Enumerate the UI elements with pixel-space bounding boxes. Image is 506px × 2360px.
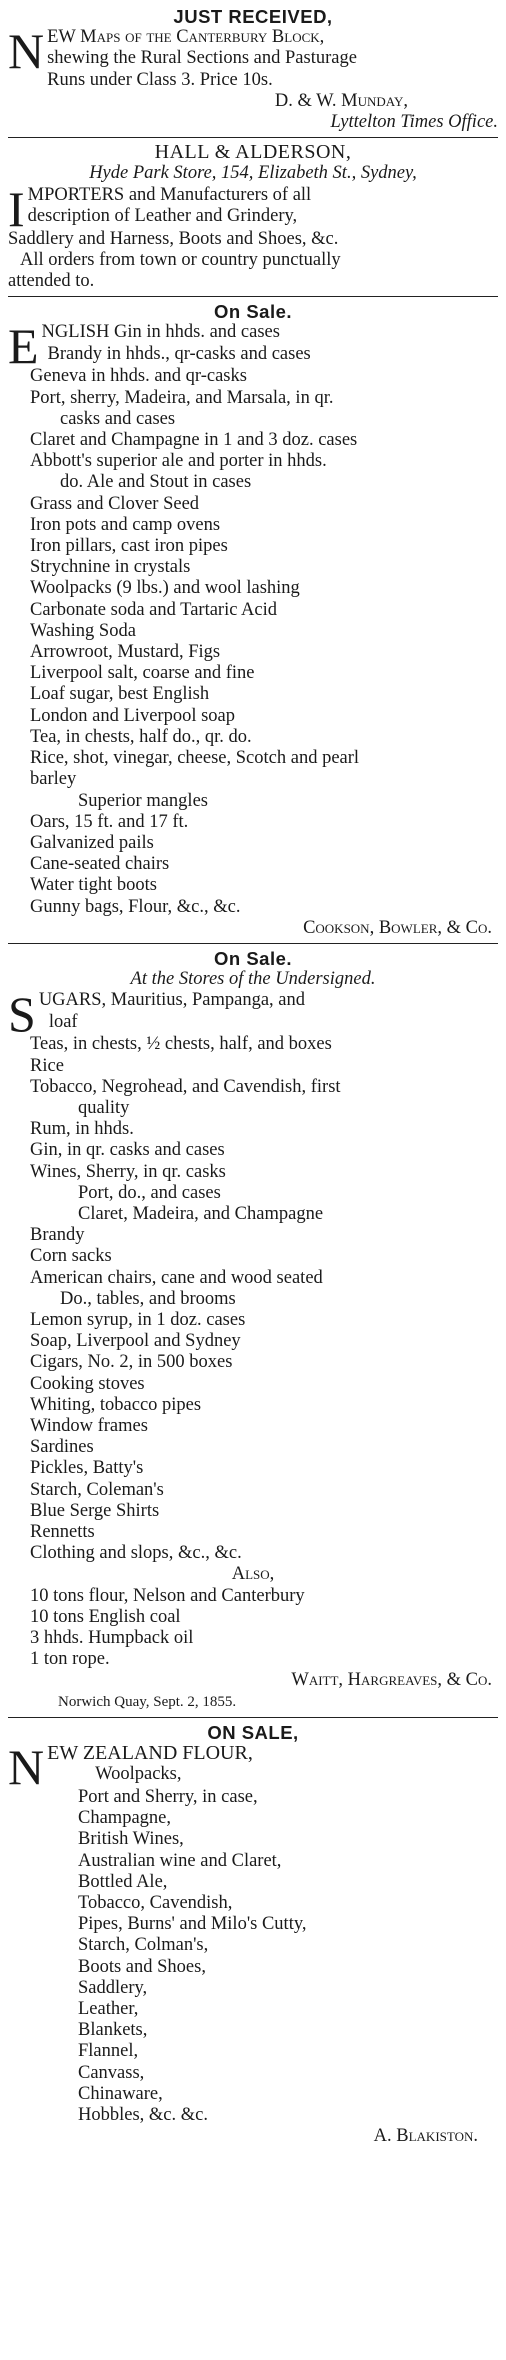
list-item: Tea, in chests, half do., qr. do. [30, 726, 252, 747]
list-item: Loaf sugar, best English [30, 684, 210, 705]
advert-blakiston [8, 1722, 498, 2148]
list-item: do. Ale and Stout in cases [60, 472, 252, 493]
list-item: Water tight boots [30, 875, 157, 896]
list-item: Blue Serge Shirts [30, 1500, 160, 1521]
advert-line: UGARS, Mauritius, Pampanga, and [38, 990, 305, 1011]
list-item: Geneva in hhds. and qr-casks [30, 366, 247, 387]
advert-cookson-bowler [8, 301, 498, 939]
list-item: Superior mangles [78, 790, 208, 811]
divider [8, 296, 498, 297]
list-item: Bottled Ale, [78, 1871, 168, 1892]
advert-signature: Cookson, Bowler, & Co. [303, 917, 492, 938]
list-item: Rennetts [30, 1522, 95, 1542]
list-item: quality [78, 1097, 130, 1118]
advert-line: All orders from town or country punctually [20, 249, 341, 270]
list-item: Boots and Shoes, [78, 1956, 206, 1977]
list-item: Strychnine in crystals [30, 557, 191, 578]
list-item: 1 ton rope. [30, 1649, 110, 1670]
list-item: Champagne, [78, 1808, 171, 1829]
advert-maps [8, 6, 498, 133]
list-item: Do., tables, and brooms [60, 1288, 236, 1309]
advert-line: Runs under Class 3. Price 10s. [47, 69, 273, 90]
list-item: British Wines, [78, 1829, 184, 1850]
list-item: Woolpacks, [95, 1764, 182, 1785]
list-item: Flannel, [78, 2041, 139, 2062]
list-item: Oars, 15 ft. and 17 ft. [30, 811, 189, 832]
list-item: Starch, Colman's, [78, 1935, 209, 1956]
list-item: Cooking stoves [30, 1373, 145, 1394]
drop-cap: N [8, 23, 45, 80]
list-item: Soap, Liverpool and Sydney [30, 1331, 241, 1352]
list-item: American chairs, cane and wood seated [30, 1267, 323, 1288]
drop-cap: S [8, 986, 36, 1043]
list-item: Hobbles, &c. &c. [78, 2105, 208, 2126]
list-item: Lemon syrup, in 1 doz. cases [30, 1309, 246, 1330]
list-item: Carbonate soda and Tartaric Acid [30, 599, 277, 620]
list-item: Rice [30, 1055, 64, 1076]
list-item: Gunny bags, Flour, &c., &c. [30, 896, 241, 917]
list-item: Cane-seated chairs [30, 854, 170, 875]
advert-signature: D. & W. Munday, [274, 90, 408, 111]
list-item: Washing Soda [30, 620, 136, 641]
advert-date: Norwich Quay, Sept. 2, 1855. [58, 1693, 237, 1710]
list-item: Grass and Clover Seed [30, 493, 200, 514]
list-item: Rum, in hhds. [30, 1119, 134, 1140]
list-item: 3 hhds. Humpback oil [30, 1628, 194, 1649]
list-item: Woolpacks (9 lbs.) and wool lashing [30, 578, 300, 599]
list-item: Whiting, tobacco pipes [30, 1394, 202, 1415]
list-item: Tobacco, Cavendish, [78, 1893, 233, 1914]
advert-address: Hyde Park Store, 154, Elizabeth St., Sydney, [89, 163, 417, 184]
advert-heading: ON SALE, [207, 1721, 299, 1743]
advert-subheading: At the Stores of the Undersigned. [130, 969, 376, 990]
list-item: Abbott's superior ale and porter in hhds. [30, 451, 327, 472]
advert-line: MPORTERS and Manufacturers of all [27, 184, 312, 205]
list-item: Saddlery, [78, 1977, 148, 1998]
advert-heading: On Sale. [213, 301, 293, 323]
list-item: Iron pots and camp ovens [30, 514, 221, 535]
list-item: Pickles, Batty's [30, 1458, 144, 1479]
list-item: Clothing and slops, &c., &c. [30, 1543, 242, 1564]
advert-line: loaf [48, 1011, 78, 1032]
drop-cap: N [8, 1739, 45, 1796]
list-item: Cigars, No. 2, in 500 boxes [30, 1352, 233, 1373]
list-item: Port, do., and cases [78, 1182, 221, 1203]
list-item: Galvanized pails [30, 832, 154, 853]
list-item: Leather, [78, 1999, 139, 2020]
advert-line: shewing the Rural Sections and Pasturage [47, 48, 357, 69]
list-item: Arrowroot, Mustard, Figs [30, 642, 221, 663]
divider [8, 943, 498, 944]
list-item: Canvass, [78, 2062, 145, 2083]
list-item: Gin, in qr. casks and cases [30, 1140, 225, 1161]
list-item: Pipes, Burns' and Milo's Cutty, [78, 1914, 307, 1935]
advert-signature: Waitt, Hargreaves, & Co. [291, 1670, 492, 1691]
list-item: Claret, Madeira, and Champagne [78, 1203, 324, 1224]
divider [8, 1717, 498, 1718]
list-item: Brandy [30, 1225, 85, 1246]
advert-line: NGLISH Gin in hhds. and cases [41, 322, 280, 343]
list-item: Iron pillars, cast iron pipes [30, 536, 228, 557]
drop-cap: I [8, 180, 25, 237]
advert-signature: Lyttelton Times Office. [330, 112, 498, 133]
advert-heading: JUST RECEIVED, [173, 6, 333, 27]
list-item: 10 tons English coal [30, 1606, 181, 1627]
list-item: Sardines [30, 1437, 94, 1458]
list-item: Australian wine and Claret, [78, 1850, 282, 1871]
advert-line: Saddlery and Harness, Boots and Shoes, &c. [8, 228, 339, 249]
advert-waitt-hargreaves [8, 948, 498, 1713]
advert-line: attended to. [8, 271, 95, 292]
list-item: Blankets, [78, 2020, 148, 2041]
list-item: 10 tons flour, Nelson and Canterbury [30, 1585, 305, 1606]
list-item: Starch, Coleman's [30, 1479, 164, 1500]
list-item: barley [30, 769, 77, 790]
advert-line: EW Maps of the Canterbury Block, [47, 27, 325, 48]
list-item: London and Liverpool soap [30, 705, 235, 726]
list-item: Liverpool salt, coarse and fine [30, 663, 255, 684]
divider [8, 137, 498, 138]
drop-cap: E [8, 318, 39, 375]
list-item: Chinaware, [78, 2083, 163, 2104]
list-item: Claret and Champagne in 1 and 3 doz. cases [30, 430, 358, 451]
advert-line: Brandy in hhds., qr-casks and cases [47, 343, 311, 364]
advert-heading: HALL & ALDERSON, [154, 141, 352, 164]
list-item: casks and cases [60, 408, 176, 429]
advert-signature: A. Blakiston. [373, 2126, 478, 2147]
list-item: Port, sherry, Madeira, and Marsala, in qr. [30, 387, 334, 408]
list-item: Corn sacks [30, 1246, 112, 1267]
advert-line: description of Leather and Grindery, [27, 205, 298, 226]
list-item: Tobacco, Negrohead, and Cavendish, first [30, 1076, 341, 1097]
advert-hall-alderson [8, 142, 498, 292]
list-item: Window frames [30, 1415, 148, 1436]
list-item: Wines, Sherry, in qr. casks [30, 1161, 226, 1182]
list-item: Teas, in chests, ½ chests, half, and boxes [30, 1034, 332, 1055]
advert-heading: On Sale. [213, 947, 293, 969]
list-item: Rice, shot, vinegar, cheese, Scotch and pearl [30, 748, 360, 769]
advert-line: EW ZEALAND FLOUR, [47, 1743, 253, 1765]
advert-also: Also, [231, 1564, 275, 1585]
list-item: Port and Sherry, in case, [78, 1787, 258, 1808]
